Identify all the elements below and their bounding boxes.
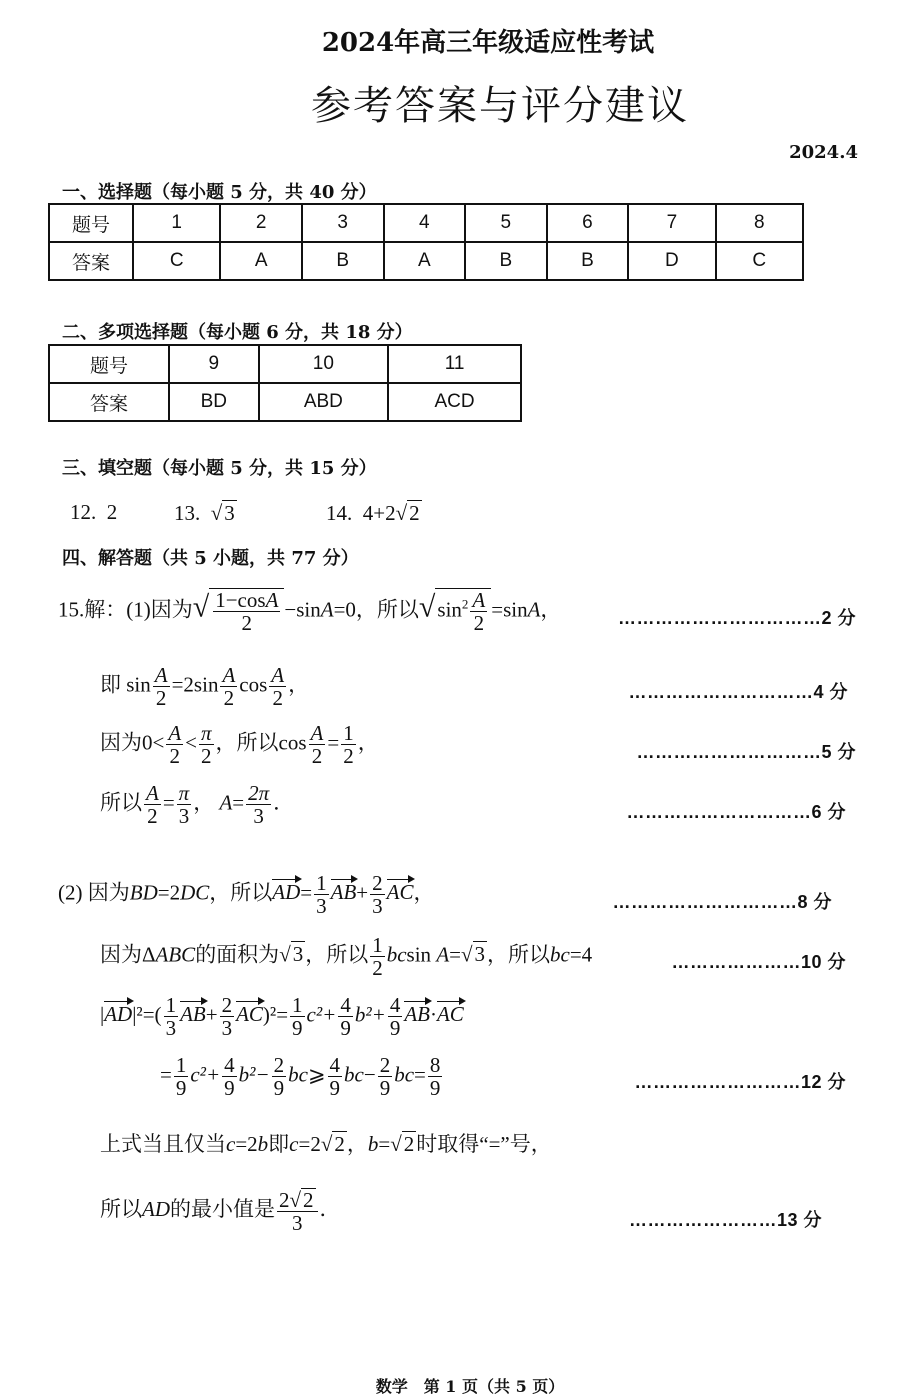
text: )²=: [262, 1002, 289, 1027]
numerator: 2π: [248, 781, 270, 805]
score-mark: ……………………………2 分: [617, 608, 856, 628]
numerator: 4: [329, 1053, 341, 1077]
denominator: 9: [379, 1076, 391, 1101]
sqrt-sign: √: [210, 501, 223, 525]
variable: A: [436, 942, 450, 967]
denominator: 2: [372, 956, 383, 981]
table-cell: B: [547, 242, 629, 280]
numerator: 2: [372, 871, 383, 895]
table-cell: ACD: [388, 383, 521, 421]
table-cell: 7: [628, 204, 715, 242]
text: =: [160, 1062, 172, 1087]
score-mark: …………………………4 分: [628, 682, 848, 702]
text: b²−: [238, 1062, 270, 1087]
text: ．: [273, 790, 295, 815]
text: c²+: [306, 1002, 337, 1027]
denominator: 3: [372, 894, 383, 919]
table-cell: C: [716, 242, 803, 280]
exponent: 2: [461, 596, 469, 612]
denominator: 2: [147, 804, 158, 829]
numerator: 2: [379, 1053, 391, 1077]
text: sin: [437, 597, 462, 622]
fraction: [177, 782, 192, 827]
text: 的最小值是: [170, 1196, 275, 1221]
section-heading-solutions: 四、解答题（共 5 小题，共 77 分）: [62, 548, 359, 569]
score-mark: ………………………12 分: [634, 1072, 846, 1092]
text: 15.解：(1)因为: [58, 597, 193, 622]
text: =sin: [491, 597, 528, 622]
table-row: [49, 242, 803, 280]
fraction: [388, 994, 403, 1039]
fraction: [153, 664, 170, 709]
numerator: A: [222, 663, 236, 687]
solution-line-10: [100, 1188, 341, 1234]
table-cell: A: [220, 242, 302, 280]
fill-blank-14: [326, 500, 422, 526]
page-footer: 数学 第 1 页（共 5 页）: [375, 1377, 565, 1396]
numerator: A: [472, 588, 486, 612]
denominator: 3: [165, 1016, 177, 1041]
answer-key-title: 参考答案与评分建议: [311, 83, 689, 129]
fraction: [309, 722, 326, 767]
text: 上式当且仅当: [100, 1132, 226, 1156]
text: ，: [413, 880, 435, 905]
denominator: 3: [253, 804, 264, 829]
solution-line-4: [100, 782, 294, 827]
variable: A: [527, 597, 541, 622]
row-label-answer: 答案: [49, 242, 133, 280]
text: =: [300, 880, 313, 905]
score-mark: …………………10 分: [671, 952, 846, 972]
vector: AC: [436, 1002, 464, 1027]
radicand: 2: [403, 1132, 415, 1156]
score-mark: …………………………6 分: [626, 802, 846, 822]
text: 时取得“=”号，: [416, 1132, 552, 1156]
numerator: A: [310, 721, 324, 745]
numerator: 2: [273, 1053, 285, 1077]
denominator: 3: [221, 1016, 233, 1041]
variable: AD: [142, 1196, 170, 1221]
table-cell: B: [465, 242, 547, 280]
denominator: 2: [169, 744, 180, 769]
sqrt-sign: √: [192, 590, 210, 624]
variable: bc: [288, 1062, 308, 1087]
exam-date: 2024.4: [789, 142, 858, 163]
text: ，: [357, 730, 379, 755]
fill-blank-13: [174, 500, 237, 526]
text: −: [363, 1062, 376, 1087]
radicand: 2: [334, 1132, 345, 1156]
answer-value: 4+2: [362, 501, 396, 525]
numerator: 1: [175, 1053, 187, 1077]
text: 所以: [100, 790, 142, 815]
denominator: 3: [316, 894, 327, 919]
text: =2: [298, 1132, 321, 1156]
text: 2: [241, 611, 253, 636]
denominator: 3: [178, 804, 190, 829]
text: 1−cos: [215, 588, 266, 612]
fraction: [277, 1188, 318, 1234]
text: 2: [279, 1188, 290, 1212]
table-cell: C: [133, 242, 220, 280]
text: 因为Δ: [100, 942, 156, 967]
answer-radicand: 2: [409, 501, 420, 525]
question-number: 14.: [326, 501, 353, 525]
numerator: 8: [429, 1053, 441, 1077]
fraction: [246, 782, 271, 827]
variable: b: [367, 1132, 379, 1156]
text: −sin: [284, 597, 321, 622]
variable: b: [257, 1132, 269, 1156]
sqrt-sign: √: [395, 501, 408, 525]
table-row: [49, 345, 521, 383]
denominator: 9: [329, 1076, 341, 1101]
fraction: [220, 994, 235, 1039]
text: =: [162, 790, 175, 815]
score-mark: …………………………8 分: [612, 892, 832, 912]
vector: AB: [330, 880, 357, 905]
text: sin: [406, 942, 432, 967]
radicand: 3: [292, 942, 304, 967]
denominator: 3: [292, 1211, 303, 1236]
text: =2sin: [171, 672, 219, 697]
text: <: [185, 730, 198, 755]
text: ，所以: [209, 880, 273, 905]
denominator: 9: [389, 1016, 401, 1041]
text: ，: [346, 1132, 368, 1156]
row-label-question: 题号: [49, 345, 169, 383]
variable: DC: [180, 880, 210, 905]
text: ，: [540, 597, 562, 622]
vector: AC: [236, 1002, 263, 1027]
vector: AD: [272, 880, 301, 905]
denominator: 2: [311, 744, 323, 769]
vector: AB: [404, 1002, 430, 1027]
fraction: [378, 1054, 393, 1099]
denominator: 9: [340, 1016, 351, 1041]
numerator: 4: [224, 1053, 235, 1077]
fraction: [328, 1054, 343, 1099]
text: ，所以: [487, 942, 551, 967]
fraction: [428, 1054, 443, 1099]
fraction: [144, 782, 161, 827]
text: +: [356, 880, 369, 905]
text: =: [414, 1062, 426, 1087]
table-cell: 2: [220, 204, 302, 242]
numerator: A: [168, 721, 182, 745]
fill-blank-12: [70, 500, 117, 525]
text: |: [100, 1002, 105, 1027]
numerator: 1: [343, 721, 354, 745]
text: ．: [319, 1196, 341, 1221]
section-heading-choice: 一、选择题（每小题 5 分，共 40 分）: [62, 182, 377, 203]
text: ，: [288, 672, 310, 697]
text: =2: [157, 880, 181, 905]
answer-value: 3: [224, 501, 235, 525]
numerator: 2: [221, 993, 233, 1017]
sqrt-sign: √: [460, 942, 473, 967]
radical: [209, 588, 284, 634]
variable: bc: [550, 942, 570, 967]
text: b²+: [354, 1002, 386, 1027]
table-cell: 1: [133, 204, 220, 242]
solution-line-6: [100, 934, 592, 979]
text: =2: [235, 1132, 258, 1156]
fraction: [269, 664, 286, 709]
text: 的面积为: [195, 942, 280, 967]
single-choice-answer-table: [48, 203, 804, 281]
numerator: A: [271, 663, 285, 687]
fraction: [290, 994, 305, 1039]
denominator: 2: [201, 744, 212, 769]
fraction: [174, 1054, 189, 1099]
variable: A: [219, 790, 233, 815]
radicand: 3: [474, 942, 486, 967]
score-mark: ……………………13 分: [628, 1210, 822, 1230]
solution-line-1: [58, 588, 561, 634]
table-cell: 8: [716, 204, 803, 242]
denominator: 2: [343, 744, 354, 769]
text: ，所以: [305, 942, 369, 967]
numerator: 1: [316, 871, 327, 895]
fraction: [470, 589, 487, 634]
denominator: 2: [223, 686, 235, 711]
vector: AC: [386, 880, 414, 905]
text: 即: [268, 1132, 290, 1156]
variable: BD: [129, 880, 158, 905]
table-cell: 4: [384, 204, 466, 242]
vector: AD: [104, 1002, 133, 1027]
table-cell: A: [384, 242, 466, 280]
fraction: [164, 994, 179, 1039]
numerator: 1: [292, 993, 303, 1017]
radicand: 2: [303, 1188, 314, 1212]
question-number: 12.: [70, 500, 97, 524]
fraction: [370, 934, 385, 979]
text: =4: [569, 942, 593, 967]
text: 所以: [100, 1196, 142, 1221]
fraction: [272, 1054, 287, 1099]
table-cell: BD: [169, 383, 259, 421]
text: |²=(: [132, 1002, 162, 1027]
fraction: [314, 872, 329, 917]
sqrt-sign: √: [289, 1188, 302, 1212]
text: cos: [239, 672, 268, 697]
denominator: 2: [155, 686, 167, 711]
denominator: 9: [429, 1076, 441, 1101]
table-cell: B: [302, 242, 384, 280]
text: ·: [429, 1002, 437, 1027]
solution-line-2: [100, 664, 309, 709]
sqrt-sign: √: [279, 942, 291, 967]
numerator: 1: [165, 993, 177, 1017]
answer-value: 2: [106, 500, 118, 524]
solution-line-9: [100, 1128, 552, 1158]
fraction: [199, 722, 214, 767]
denominator: 9: [224, 1076, 235, 1101]
variable: c: [289, 1132, 299, 1156]
fraction: [370, 872, 385, 917]
question-number: 13.: [174, 501, 201, 525]
sqrt-sign: √: [320, 1132, 333, 1156]
vector: AB: [180, 1002, 206, 1027]
section-heading-fill-blank: 三、填空题（每小题 5 分，共 15 分）: [62, 458, 377, 479]
fraction: [222, 1054, 237, 1099]
table-cell: 3: [302, 204, 384, 242]
fraction: [341, 722, 356, 767]
table-cell: D: [628, 242, 715, 280]
denominator: 9: [273, 1076, 285, 1101]
text: =: [449, 942, 461, 967]
fraction: [338, 994, 353, 1039]
exam-title: 2024年高三年级适应性考试: [321, 28, 655, 58]
table-cell: ABD: [259, 383, 389, 421]
solution-line-8: [160, 1054, 444, 1099]
table-cell: 10: [259, 345, 389, 383]
numerator: A: [146, 781, 159, 805]
text: =0，所以: [333, 597, 419, 622]
variable: c: [226, 1132, 236, 1156]
row-label-question: 题号: [49, 204, 133, 242]
variable: bc: [386, 942, 407, 967]
variable: ABC: [155, 942, 196, 967]
radical: [435, 588, 491, 634]
solution-line-7: [100, 994, 464, 1039]
variable: bc: [344, 1062, 364, 1087]
numerator: A: [154, 663, 168, 687]
table-cell: 11: [388, 345, 521, 383]
text: 因为0<: [100, 730, 165, 755]
denominator: 2: [272, 686, 283, 711]
fraction: [166, 722, 183, 767]
fraction: [213, 589, 280, 634]
text: c²+: [190, 1062, 221, 1087]
denominator: 9: [175, 1076, 187, 1101]
multi-choice-answer-table: [48, 344, 522, 422]
table-cell: 6: [547, 204, 629, 242]
text: (2) 因为: [58, 880, 130, 905]
sqrt-sign: √: [418, 590, 436, 624]
text: =: [327, 730, 340, 755]
table-row: [49, 204, 803, 242]
text: =: [232, 790, 245, 815]
text: ，所以cos: [215, 730, 307, 755]
variable: bc: [394, 1062, 415, 1087]
denominator: 9: [292, 1016, 303, 1041]
denominator: 2: [473, 611, 485, 636]
numerator: 4: [389, 993, 401, 1017]
sqrt-sign: √: [390, 1132, 402, 1156]
table-cell: 9: [169, 345, 259, 383]
text: +: [205, 1002, 218, 1027]
text: =: [378, 1132, 391, 1156]
fraction: [220, 664, 237, 709]
numerator: π: [178, 781, 190, 805]
variable: A: [265, 588, 279, 612]
section-heading-multi-choice: 二、多项选择题（每小题 6 分，共 18 分）: [62, 322, 413, 343]
text: 即 sin: [100, 672, 151, 697]
numerator: π: [201, 721, 212, 745]
table-row: [49, 383, 521, 421]
solution-line-3: [100, 722, 379, 767]
score-mark: …………………………5 分: [636, 742, 856, 762]
numerator: 4: [340, 993, 351, 1017]
row-label-answer: 答案: [49, 383, 169, 421]
text: ，: [193, 790, 215, 815]
text: ⩾: [307, 1062, 326, 1087]
variable: A: [320, 597, 334, 622]
solution-line-5: [58, 872, 434, 917]
numerator: 1: [372, 933, 383, 957]
table-cell: 5: [465, 204, 547, 242]
